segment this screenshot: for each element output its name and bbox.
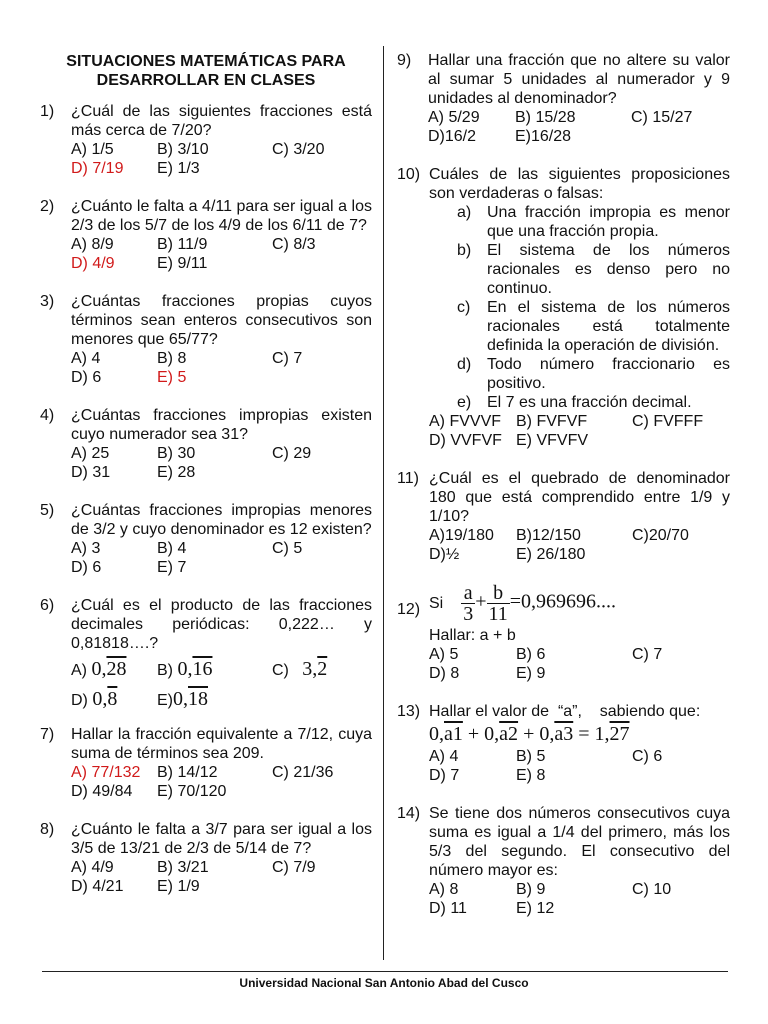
proposition-e: e) El 7 es una fracción decimal. xyxy=(457,394,692,411)
options xyxy=(71,655,372,715)
question-4: 4) ¿Cuántas fracciones impropias existen cuyo numerador sea 31? A) 25 B) 30 C) 29 D) 31 E) 28 xyxy=(40,407,372,481)
fraction-b-over-11: $\frac{b}{11}$ xyxy=(488,582,508,625)
options xyxy=(71,858,372,896)
option-c: C) 21/36 xyxy=(272,764,334,781)
question-7: 7) Hallar la fracción equivalente a 7/12, cuya suma de términos sea 209. A) 77/132 B) 14/12 C) 21/36 D) 49/84 E) 70/120 xyxy=(40,726,372,800)
option-a: A) 4/9 xyxy=(71,859,114,876)
option-e: E) 9 xyxy=(516,665,546,682)
option-e: E) 7 xyxy=(157,559,187,576)
option-d: D)½ xyxy=(429,546,460,563)
footer-university: Universidad Nacional San Antonio Abad del Cusco xyxy=(239,976,529,990)
page-title: SITUACIONES MATEMÁTICAS PARA DESARROLLAR EN CLASES xyxy=(66,53,346,89)
question-text: Hallar el valor de “a”, sabiendo que: xyxy=(429,703,701,720)
option-a: A) 8/9 xyxy=(71,236,114,253)
option-b: B) 3/10 xyxy=(157,141,209,158)
option-e: E) 1/3 xyxy=(157,160,200,177)
question-text: ¿Cuál de las siguientes fracciones está más cerca de 7/20? xyxy=(71,103,372,139)
right-column xyxy=(397,48,730,937)
option-c: C) 7/9 xyxy=(272,859,316,876)
option-e: E) 1/9 xyxy=(157,878,200,895)
option-d: D) 4/21 xyxy=(71,878,124,895)
question-text: ¿Cuál es el producto de las fracciones decimales periódicas: 0,222… y 0,81818….? xyxy=(71,597,372,652)
equation: Si $\frac{a}{3}$ + $\frac{b}{11}$ =0,969696.... xyxy=(429,582,617,625)
options xyxy=(71,349,372,387)
question-5: 5) ¿Cuántas fracciones impropias menores de 3/2 y cuyo denominador es 12 existen? A) 3 B) 4 C) 5 D) 6 E) 7 xyxy=(40,502,372,576)
question-11: 11) ¿Cuál es el quebrado de denominador 180 que está comprendido entre 1/9 y 1/10? A)19/180 B)12/150 C)20/70 D)½ E) 26/180 xyxy=(397,470,730,563)
option-c: C) 6 xyxy=(632,748,663,765)
option-c: C) 3/20 xyxy=(272,141,325,158)
option-a: A) 1/5 xyxy=(71,141,114,158)
proposition-a: a) Una fracción impropia es menor que una fracción propia. xyxy=(457,204,730,240)
question-8: 8) ¿Cuánto le falta a 3/7 para ser igual a los 3/5 de 13/21 de 2/3 de 5/14 de 7? A) 4/9 B) 3/21 C) 7/9 D) 4/21 E) 1/9 xyxy=(40,821,372,895)
option-d-highlighted: D) 4/9 xyxy=(71,255,115,272)
option-e: E) 12 xyxy=(516,900,555,917)
option-c: C) FVFFF xyxy=(632,413,704,430)
question-text: ¿Cuánto le falta a 4/11 para ser igual a los 2/3 de los 5/7 de los 4/9 de los 6/11 de 7? xyxy=(71,198,372,234)
option-c: C)20/70 xyxy=(632,527,689,544)
option-a-highlighted: A) 77/132 xyxy=(71,764,141,781)
column-divider xyxy=(383,46,384,960)
option-d: D) 7 xyxy=(429,767,460,784)
option-e: E)16/28 xyxy=(515,128,572,145)
question-text: ¿Cuántas fracciones impropias menores de 3/2 y cuyo denominador es 12 existen? xyxy=(71,502,372,538)
option-b: B) 15/28 xyxy=(515,109,576,126)
option-d: D) 0,8 xyxy=(71,688,118,710)
option-b: B) 9 xyxy=(516,881,546,898)
option-c: C) 15/27 xyxy=(631,109,693,126)
option-b: B) 11/9 xyxy=(157,236,208,253)
option-d: D) 49/84 xyxy=(71,783,133,800)
option-c: C) 10 xyxy=(632,881,672,898)
footer-rule xyxy=(42,971,728,972)
proposition-d: d) Todo número fraccionario es positivo. xyxy=(457,356,730,392)
question-14: 14) Se tiene dos números consecutivos cuya suma es igual a 1/4 del primero, más los 5/3 del segundo. El consecutivo del número mayor es: A) 8 B) 9 C) 10 D) 11 E) 12 xyxy=(397,805,730,917)
options xyxy=(71,763,372,801)
equation: 0,a1 + 0,a2 + 0,a3 = 1,27 xyxy=(429,723,630,745)
option-a: A)19/180 xyxy=(429,527,494,544)
option-c: C) 7 xyxy=(632,646,663,663)
options xyxy=(71,539,372,577)
question-text: Cuáles de las siguientes proposiciones son verdaderas o falsas: xyxy=(429,166,730,202)
options xyxy=(429,747,730,785)
option-a: A) 5/29 xyxy=(428,109,480,126)
proposition-c: c) En el sistema de los números racionales está totalmente definida la operación de división. xyxy=(457,299,730,354)
options xyxy=(429,880,730,918)
options xyxy=(71,140,372,178)
options xyxy=(429,645,730,683)
options xyxy=(429,412,730,450)
option-d-highlighted: D) 7/19 xyxy=(71,160,124,177)
option-d: D) 6 xyxy=(71,559,102,576)
option-b: B) 6 xyxy=(516,646,546,663)
option-d: D) 11 xyxy=(429,900,467,917)
question-text: Hallar una fracción que no altere su valor al sumar 5 unidades al numerador y 9 unidades al denominador? xyxy=(428,52,730,107)
option-a: A) 4 xyxy=(71,350,101,367)
proposition-b: b) El sistema de los números racionales es denso pero no continuo. xyxy=(457,242,730,297)
option-b: B) 3/21 xyxy=(157,859,209,876)
option-b: B) 0,16 xyxy=(157,658,213,680)
option-c: C) 8/3 xyxy=(272,236,316,253)
options xyxy=(71,235,372,273)
option-a: A) FVVVF xyxy=(429,413,502,430)
question-text: Se tiene dos números consecutivos cuya suma es igual a 1/4 del primero, más los 5/3 del segundo. El consecutivo del número mayor es: xyxy=(429,805,730,879)
question-13: 13) Hallar el valor de “a”, sabiendo que: 0,a1 + 0,a2 + 0,a3 = 1,27 A) 4 B) 5 C) 6 D) 7 E) 8 xyxy=(397,702,730,785)
option-e: E) 70/120 xyxy=(157,783,227,800)
option-e: E) 26/180 xyxy=(516,546,586,563)
option-c: C) 5 xyxy=(272,540,303,557)
option-b: B)12/150 xyxy=(516,527,581,544)
question-10: 10) Cuáles de las siguientes proposiciones son verdaderas o falsas: a) Una fracción impropia es menor que una fracción propia. b) El sistema de los números racionales es denso pero no continuo. c) En el sistema de los números racionales está totalmente definida la operación de división. d) Todo número fraccionario es positivo. e) El 7 es una fracción decimal. A) FVVVF B) FVFVF C) FVFFF D) VVFVF E) VFVFV xyxy=(397,166,730,449)
option-b: B) 14/12 xyxy=(157,764,218,781)
left-column xyxy=(40,48,372,915)
option-b: B) 4 xyxy=(157,540,187,557)
option-a: A) 25 xyxy=(71,445,110,462)
option-a: A) 3 xyxy=(71,540,101,557)
option-a: A) 8 xyxy=(429,881,459,898)
option-d: D) VVFVF xyxy=(429,432,502,449)
option-b: B) FVFVF xyxy=(516,413,588,430)
options xyxy=(429,526,730,564)
option-d: D) 31 xyxy=(71,464,111,481)
option-e: E)0,18 xyxy=(157,688,208,710)
option-c: C) 3,2 xyxy=(272,658,328,680)
option-e: E) 9/11 xyxy=(157,255,208,272)
option-e-highlighted: E) 5 xyxy=(157,369,187,386)
options xyxy=(71,444,372,482)
question-text: ¿Cuál es el quebrado de denominador 180 que está comprendido entre 1/9 y 1/10? xyxy=(429,470,730,525)
option-d: D)16/2 xyxy=(428,128,477,145)
option-a: A) 4 xyxy=(429,748,459,765)
hallar-text: Hallar: a + b xyxy=(429,627,516,644)
options xyxy=(428,108,730,146)
question-text: ¿Cuánto le falta a 3/7 para ser igual a los 3/5 de 13/21 de 2/3 de 5/14 de 7? xyxy=(71,821,372,857)
question-text: ¿Cuántas fracciones propias cuyos términos sean enteros consecutivos son menores que 65/77? xyxy=(71,293,372,348)
option-d: D) 6 xyxy=(71,369,102,386)
option-d: D) 8 xyxy=(429,665,460,682)
question-text: ¿Cuántas fracciones impropias existen cuyo numerador sea 31? xyxy=(71,407,372,443)
question-1: 1) ¿Cuál de las siguientes fracciones está más cerca de 7/20? A) 1/5 B) 3/10 C) 3/20 D) 7/19 E) 1/3 xyxy=(40,103,372,177)
question-12: 12) Si $\frac{a}{3}$ + $\frac{b}{11}$ =0,969696.... Hallar: a + b A) 5 B) 6 C) 7 D) 8 E) 9 xyxy=(397,583,730,683)
fraction-a-over-3: $\frac{a}{3}$ xyxy=(463,582,474,625)
option-a: A) 5 xyxy=(429,646,459,663)
question-2: 2) ¿Cuánto le falta a 4/11 para ser igual a los 2/3 de los 5/7 de los 4/9 de los 6/11 de 7? A) 8/9 B) 11/9 C) 8/3 D) 4/9 E) 9/11 xyxy=(40,198,372,272)
option-a: A) 0,28 xyxy=(71,658,127,680)
option-e: E) 28 xyxy=(157,464,196,481)
question-9: 9) Hallar una fracción que no altere su valor al sumar 5 unidades al numerador y 9 unidades al denominador? A) 5/29 B) 15/28 C) 15/27 D)16/2 E)16/28 xyxy=(397,52,730,145)
option-e: E) 8 xyxy=(516,767,546,784)
option-b: B) 8 xyxy=(157,350,187,367)
option-b: B) 30 xyxy=(157,445,196,462)
option-e: E) VFVFV xyxy=(516,432,589,449)
question-3: 3) ¿Cuántas fracciones propias cuyos términos sean enteros consecutivos son menores que 65/77? A) 4 B) 8 C) 7 D) 6 E) 5 xyxy=(40,293,372,386)
option-c: C) 29 xyxy=(272,445,312,462)
option-c: C) 7 xyxy=(272,350,303,367)
question-text: Hallar la fracción equivalente a 7/12, cuya suma de términos sea 209. xyxy=(71,726,372,762)
question-6: 6) ¿Cuál es el producto de las fracciones decimales periódicas: 0,222… y 0,81818….? A) 0,28 B) 0,16 C) 3,2 D) 0,8 E)0,18 xyxy=(40,596,372,715)
option-b: B) 5 xyxy=(516,748,546,765)
